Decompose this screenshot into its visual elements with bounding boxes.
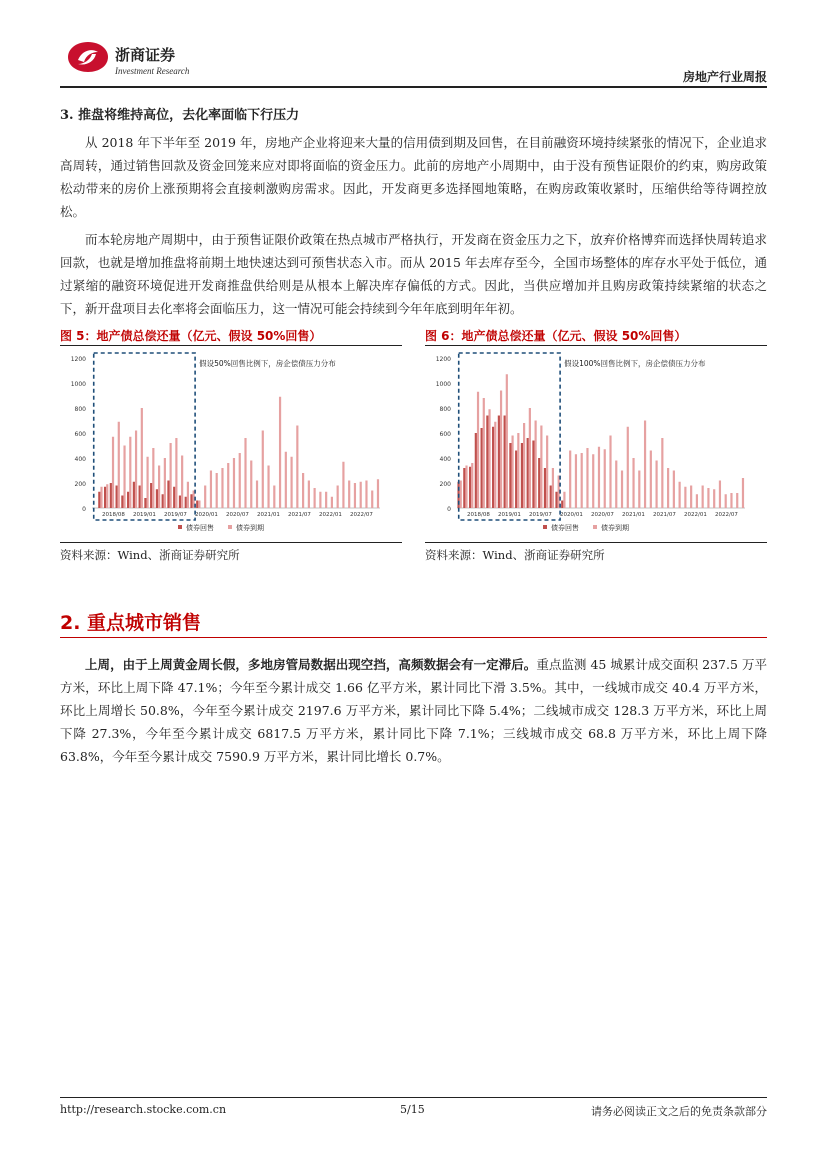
bar-maturity (696, 494, 698, 508)
bar-put (173, 487, 175, 508)
y-tick-label: 1200 (435, 356, 451, 363)
y-tick-label: 0 (447, 506, 451, 513)
figure-chart (60, 350, 402, 544)
y-tick-label: 200 (439, 481, 451, 488)
bar-maturity (511, 436, 513, 509)
report-type: 房地产行业周报 (682, 70, 767, 84)
bar-maturity (638, 471, 640, 509)
figure-title-divider (60, 345, 402, 346)
bar-maturity (118, 422, 120, 508)
bar-chart (60, 350, 402, 540)
x-tick-label: 2018/08 (467, 512, 490, 518)
bar-put (527, 438, 529, 508)
legend-label-put: 债券回售 (551, 524, 579, 532)
bar-maturity (129, 437, 131, 508)
bar-maturity (730, 493, 732, 508)
source-divider (425, 542, 767, 543)
y-tick-label: 600 (439, 431, 451, 438)
x-tick-label: 2020/07 (591, 512, 614, 518)
bar-put (463, 468, 465, 508)
legend-label-maturity: 债券到期 (236, 524, 264, 532)
bar-put (133, 482, 135, 508)
bar-put (121, 496, 123, 509)
bar-maturity (460, 481, 462, 509)
header-divider (60, 86, 767, 88)
bar-maturity (471, 463, 473, 508)
y-tick-label: 0 (82, 506, 86, 513)
bar-maturity (216, 473, 218, 508)
bar-maturity (354, 483, 356, 508)
bar-maturity (655, 461, 657, 509)
x-tick-label: 2019/01 (133, 512, 156, 518)
bar-maturity (181, 456, 183, 509)
bar-maturity (575, 454, 577, 508)
x-tick-label: 2019/07 (164, 512, 187, 518)
bar-put (469, 467, 471, 508)
bar-maturity (661, 438, 663, 508)
bar-maturity (535, 421, 537, 509)
bar-maturity (546, 436, 548, 509)
bar-put (139, 486, 141, 509)
bar-maturity (563, 492, 565, 508)
page-number: 5/15 (400, 1103, 425, 1116)
paragraph (60, 131, 767, 223)
y-tick-label: 1000 (70, 381, 86, 388)
highlight-box (94, 353, 195, 520)
bar-put (185, 497, 187, 508)
bar-maturity (221, 468, 223, 508)
x-tick-label: 2019/01 (498, 512, 521, 518)
bar-maturity (348, 481, 350, 509)
paragraph-lead: 上周，由于上周黄金周长假，多地房管局数据出现空挡，高频数据会有一定滞后。 (85, 657, 537, 672)
bar-maturity (262, 431, 264, 509)
brand-subtitle: Investment Research (115, 66, 190, 76)
bar-put (116, 486, 118, 509)
bar-put (509, 443, 511, 508)
bar-maturity (152, 448, 154, 508)
x-tick-label: 2020/01 (195, 512, 218, 518)
figure-title: 图 6：地产债总偿还量（亿元、假设 50%回售） (425, 329, 687, 343)
bar-maturity (164, 458, 166, 508)
section-title: 3. 推盘将维持高位，去化率面临下行压力 (60, 108, 300, 123)
bar-maturity (337, 486, 339, 509)
bar-maturity (308, 481, 310, 509)
paragraph-text: 而本轮房地产周期中，由于预售证限价政策在热点城市严格执行，开发商在资金压力之下，放弃价格博弈而选择快周转追求回款，也就是增加推盘将前期土地快速达到可预售状态入市。而从 2015 年去库存至今，全国市场整体的库存水平处于低位，通过紧缩的融资环境促进开发商推盘供给则是从根本上解决库存偏低的方式。因此，当供应增加并且购房政策持续紧缩的状态之下，新开盘项目去化率将会面临压力，这一情况可能会持续到今年年底到明年年初。 (60, 232, 767, 316)
y-tick-label: 800 (439, 406, 451, 413)
x-tick-label: 2019/07 (529, 512, 552, 518)
bar-put (555, 492, 557, 508)
paragraph-text (60, 653, 767, 768)
bar-maturity (244, 438, 246, 508)
bar-maturity (667, 468, 669, 508)
paragraph-body: 重点监测 45 城累计成交面积 237.5 万平方米，环比上周下降 47.1%；今年至今累计成交 1.66 亿平方米，累计同比下滑 3.5%。其中，一线城市成交 40.4 万平方米，环比上周增长 50.8%，今年至今累计成交 2197.6 万平方米，累计同比下降 5.4%；二线城市成交 128.3 万平方米，环比上周下降 27.3%，今年至今累计成交 6817.5 万平方米，累计同比下降 7.1%；三线城市成交 68.8 万平方米，环比上周下降 63.8%，今年至今累计成交 7590.9 万平方米，累计同比增长 0.7%。 (60, 657, 767, 764)
bar-chart (425, 350, 767, 540)
bar-maturity (592, 454, 594, 508)
brand-name: 浙商证券 (115, 46, 176, 64)
bar-put (486, 416, 488, 509)
bar-put (110, 483, 112, 508)
bar-maturity (713, 489, 715, 508)
bar-maturity (679, 482, 681, 508)
bar-maturity (517, 433, 519, 508)
bar-maturity (523, 423, 525, 508)
footer-divider (60, 1097, 767, 1098)
figure-title: 图 5：地产债总偿还量（亿元、假设 50%回售） (60, 329, 322, 343)
bar-maturity (627, 427, 629, 508)
x-tick-label: 2022/01 (319, 512, 342, 518)
y-tick-label: 1000 (435, 381, 451, 388)
bar-maturity (233, 458, 235, 508)
bar-maturity (296, 426, 298, 509)
bar-put (538, 458, 540, 508)
bar-maturity (360, 482, 362, 508)
y-tick-label: 400 (74, 456, 86, 463)
bar-maturity (331, 497, 333, 508)
bar-maturity (170, 443, 172, 508)
bar-put (521, 443, 523, 508)
section-divider (60, 637, 767, 638)
bar-maturity (690, 486, 692, 509)
bar-maturity (319, 492, 321, 508)
x-tick-label: 2022/07 (350, 512, 373, 518)
bar-put (515, 451, 517, 509)
bar-put (156, 489, 158, 508)
bar-put (162, 494, 164, 508)
legend-label-put: 债券回售 (186, 524, 214, 532)
x-tick-label: 2020/07 (226, 512, 249, 518)
legend-swatch-put (543, 525, 547, 529)
bar-put (498, 416, 500, 509)
bar-maturity (569, 451, 571, 509)
bar-maturity (314, 488, 316, 508)
y-tick-label: 200 (74, 481, 86, 488)
bar-put (561, 501, 563, 509)
bar-maturity (632, 458, 634, 508)
bar-maturity (204, 486, 206, 509)
bar-maturity (725, 494, 727, 508)
bar-maturity (256, 481, 258, 509)
bar-put (532, 441, 534, 509)
bar-maturity (146, 457, 148, 508)
x-tick-label: 2021/01 (622, 512, 645, 518)
paragraph (60, 653, 767, 768)
bar-maturity (719, 481, 721, 509)
legend-swatch-maturity (593, 525, 597, 529)
bar-maturity (267, 466, 269, 509)
bar-maturity (621, 471, 623, 509)
x-tick-label: 2018/08 (102, 512, 125, 518)
bar-maturity (187, 482, 189, 508)
bar-maturity (239, 453, 241, 508)
bar-maturity (285, 452, 287, 508)
bar-maturity (604, 449, 606, 508)
x-tick-label: 2021/01 (257, 512, 280, 518)
bar-put (150, 483, 152, 508)
bar-maturity (742, 478, 744, 508)
bar-put (504, 416, 506, 509)
bar-maturity (210, 471, 212, 509)
section-title: 2. 重点城市销售 (60, 612, 202, 634)
bar-maturity (615, 461, 617, 509)
bar-maturity (325, 492, 327, 508)
bar-maturity (609, 436, 611, 509)
bar-maturity (465, 466, 467, 509)
bar-maturity (198, 501, 200, 509)
bar-maturity (365, 481, 367, 509)
bar-maturity (273, 486, 275, 509)
bar-put (550, 486, 552, 509)
bar-maturity (586, 448, 588, 508)
bar-maturity (581, 453, 583, 508)
bar-maturity (342, 462, 344, 508)
footer-url[interactable]: http://research.stocke.com.cn (60, 1103, 227, 1116)
bar-maturity (500, 391, 502, 509)
bar-maturity (650, 451, 652, 509)
bar-put (544, 468, 546, 508)
footer-disclaimer: 请务必阅读正文之后的免责条款部分 (591, 1105, 767, 1118)
paragraph (60, 228, 767, 320)
bar-put (190, 494, 192, 508)
bar-maturity (552, 468, 554, 508)
bar-put (475, 433, 477, 508)
bar-maturity (477, 392, 479, 508)
bar-maturity (279, 397, 281, 508)
bar-maturity (707, 488, 709, 508)
bar-maturity (684, 487, 686, 508)
bar-maturity (158, 466, 160, 509)
bar-put (167, 481, 169, 509)
bar-maturity (506, 374, 508, 508)
source-divider (60, 542, 402, 543)
bar-maturity (736, 493, 738, 508)
legend-swatch-maturity (228, 525, 232, 529)
bar-maturity (673, 471, 675, 509)
y-tick-label: 400 (439, 456, 451, 463)
bar-put (179, 496, 181, 509)
y-tick-label: 600 (74, 431, 86, 438)
bar-maturity (302, 473, 304, 508)
bar-maturity (227, 463, 229, 508)
bar-put (196, 501, 198, 509)
chart-annotation: 假设50%回售比例下，房企偿债压力分布 (199, 359, 336, 368)
bar-put (127, 492, 129, 508)
bar-maturity (112, 437, 114, 508)
bar-maturity (100, 487, 102, 508)
bar-maturity (175, 438, 177, 508)
bar-maturity (290, 457, 292, 508)
x-tick-label: 2022/07 (715, 512, 738, 518)
x-tick-label: 2020/01 (560, 512, 583, 518)
x-tick-label: 2021/07 (288, 512, 311, 518)
bar-maturity (377, 479, 379, 508)
figure-source: 资料来源：Wind、浙商证券研究所 (425, 548, 605, 562)
bar-put (104, 487, 106, 508)
bar-put (98, 492, 100, 508)
x-tick-label: 2022/01 (684, 512, 707, 518)
x-tick-label: 2021/07 (653, 512, 676, 518)
paragraph-text: 从 2018 年下半年至 2019 年，房地产企业将迎来大量的信用债到期及回售，在目前融资环境持续紧张的情况下，企业追求高周转，通过销售回款及资金回笼来应对即将面临的资金压力。此前的房地产小周期中，由于没有预售证限价的约束，购房政策松动带来的房价上涨预期将会直接刺激购房需求。因此，开发商更多选择囤地策略，在购房政策收紧时，压缩供给等待调控放松。 (60, 135, 767, 219)
bar-maturity (494, 422, 496, 508)
figure-chart (425, 350, 767, 544)
bar-maturity (106, 484, 108, 508)
bar-maturity (135, 431, 137, 509)
bar-maturity (488, 409, 490, 508)
chart-annotation: 假设100%回售比例下，房企偿债压力分布 (564, 359, 706, 368)
legend-label-maturity: 债券到期 (601, 524, 629, 532)
bar-put (144, 498, 146, 508)
legend-swatch-put (178, 525, 182, 529)
bar-maturity (598, 447, 600, 508)
bar-maturity (371, 491, 373, 509)
y-tick-label: 1200 (70, 356, 86, 363)
y-tick-label: 800 (74, 406, 86, 413)
bar-maturity (123, 446, 125, 509)
bar-maturity (483, 398, 485, 508)
bar-put (481, 428, 483, 508)
figure-source: 资料来源：Wind、浙商证券研究所 (60, 548, 240, 562)
bar-maturity (702, 486, 704, 509)
bar-maturity (529, 408, 531, 508)
company-logo (66, 40, 110, 74)
bar-maturity (540, 426, 542, 509)
figure-title-divider (425, 345, 767, 346)
bar-maturity (250, 461, 252, 509)
bar-maturity (644, 421, 646, 509)
bar-maturity (141, 408, 143, 508)
bar-put (492, 427, 494, 508)
